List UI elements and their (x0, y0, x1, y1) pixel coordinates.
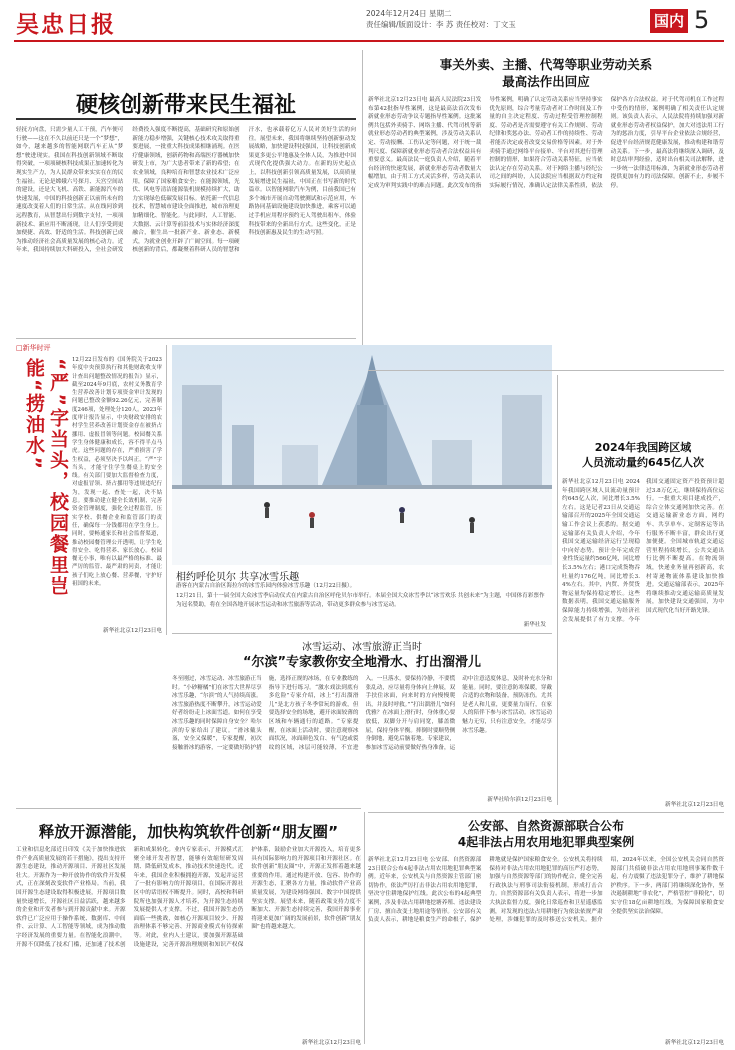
software-article-title: 释放开源潜能，加快构筑软件创新“朋友圈” (38, 823, 339, 841)
labor-title-line2: 最高法作出回应 (502, 74, 590, 89)
ice-title-line2: “尔滨”专家教你安全地滑水、打出溜滑儿 (242, 655, 482, 670)
page-number: 5 (694, 6, 710, 34)
main-article-title: 硬核创新带来民生福祉 (75, 93, 296, 118)
ice-park-illustration (172, 345, 552, 565)
labor-article-body: 新华社北京12月23日电 最高人民法院23日发布第42批指导性案例，这是最高法首次发布新就业形态劳动争议专题指导性案例。这批案例共包括外卖骑手、网络主播、代驾司机等新就业形态劳动者的典型案例，涉及劳动关系认定、劳动报酬、工伤认定等问题，对于统一裁判尺度、保障新就业形态劳动者合法权益具有重要意义。最高法民一庭负责人介绍，随着平台经济的快速发展，新就业形态劳动者数量大幅增加，由于用工方式灵活多样，劳动关系认定成为审判实践中的难点问题。此次发布的指导性案例，明确了认定劳动关系应当坚持事实优先原则，综合考量劳动者对工作时间及工作量的自主决定程度、劳动过程受管理控制程度、劳动者是否需要遵守有关工作规则、劳动纪律和奖惩办法、劳动者工作的持续性、劳动者能否决定或者改变交易价格等因素。对于外卖骑手通过网络平台接单、平台对其进行管理控制的情形，如果符合劳动关系特征，应当依法认定存在劳动关系。对于网络主播与经纪公司之间的纠纷，人民法院应当根据双方约定和实际履行情况，准确认定法律关系性质，依法保护各方合法权益。对于代驾司机在工作过程中受伤的情形，案例明确了相关责任认定规则。该负责人表示，人民法院将持续加强对新就业形态劳动者权益保护，加大对违法用工行为的惩治力度，引导平台企业依法合规经营，促进平台经济规范健康发展，推动构建和谐劳动关系。下一步，最高法将继续深入调研，及时总结审判经验，适时出台相关司法解释，进一步统一法律适用标准，为新就业形态劳动者提供更加有力的司法保障。创新不止，步履不停。 (368, 97, 724, 189)
section-divider (16, 808, 361, 809)
column-divider (364, 812, 365, 1044)
column-divider (166, 345, 167, 635)
photo-caption-title: 相约呼伦贝尔 共享冰雪乐趣 (176, 572, 300, 583)
flow-article-title (562, 440, 724, 470)
flow-title-line2: 人员流动量约645亿人次 (582, 456, 704, 469)
ice-title-line1: 冰雪运动、冰雪旅游正当时 (302, 642, 422, 653)
labor-article-title (368, 56, 724, 90)
software-article-body: 工业和信息化部近日印发《关于加快推进软件产业高质量发展的若干措施》，提出支持开源生态建设，推动开源项目、开源社区发展壮大。开源作为一种开放协作的软件开发模式，正在深刻改变软件产业格局。当前，我国开源生态建设取得积极进展，开源项目数量快速增长，开源社区日益活跃，越来越多的企业和开发者参与到开源贡献中来。开源软件已广泛应用于操作系统、数据库、中间件、云计算、人工智能等领域，成为推动数字经济发展的重要力量。在智能化浪潮中，开源不仅降低了技术门槛，还加速了技术创新和成果转化。业内专家表示，开源模式汇聚全球开发者智慧，能够有效缩短研发周期、降低研发成本，推动技术快速迭代。近年来，我国企业积极拥抱开源，发起并运营了一批有影响力的开源项目，在国际开源社区中的话语权不断提升。同时，高校和科研院所也加强开源人才培养，为开源生态持续发展提供人才支撑。不过，我国开源生态仍面临一些挑战，如核心开源项目较少、开源治理体系不够完善、开源商业模式有待探索等。对此，业内人士建议，要加强开源基础设施建设，完善开源治理规则和知识产权保护体系，鼓励企业加大开源投入，培育更多具有国际影响力的开源项目和开源社区。在软件创新“朋友圈”中，开源正发挥着越来越重要的作用。通过构建开放、包容、协作的开源生态，汇聚各方力量，推动软件产业高质量发展，为建设网络强国、数字中国提供坚实支撑。展望未来，随着政策支持力度不断加大、开源生态持续完善，我国开源事业将迎来更加广阔的发展前景，软件创新“朋友圈”也将越来越大。 (16, 847, 361, 948)
main-article-body: 轻抚方向盘，只需少量人工干预，汽车便可行驶——这在不久以前还只是一个“梦想”，如今，越来越多的智能网联汽车正从“梦想”驶进现实。我国在科技创新领域不断取得突破，一项项硬核科技成果正加速转化为现实生产力，为人民群众带来实实在在的民生福祉。无论是嫦娥六号探月、天宫空间站的建设，还是大飞机、高铁、新能源汽车的快速发展，中国的科技创新正以前所未有的速度改变着人们的日常生活。从在线问诊到远程教育，从智慧出行到数字支付，一项项新技术、新应用不断涌现，让人们享受到更加便捷、高效、舒适的生活。科技创新已成为推动经济社会高质量发展的核心动力。近年来，我国持续加大科研投入，全社会研发经费投入强度不断提高，基础研究和原始创新能力稳步增强，关键核心技术攻关取得重要进展，一批重大科技成果相继涌现。在医疗健康领域，创新药物和高端医疗器械加快研发上市，为广大患者带来了新的希望；在农业领域，良种培育和智慧农业技术广泛应用，保障了国家粮食安全；在能源领域，光伏、风电等清洁能源装机规模持续扩大，助力实现绿色低碳发展目标。依托新一代信息技术，智慧城市建设全面推进，城市治理更加精细化、智能化。与此同时，人工智能、大数据、云计算等前沿技术与实体经济深度融合，催生出一批新产业、新业态、新模式，为就业创业开辟了广阔空间。每一项硬核创新的背后，都凝聚着科研人员的智慧和汗水，也承载着亿万人民对美好生活的向往。展望未来，我国将继续坚持创新驱动发展战略，加快建设科技强国，让科技创新成果更多更公平地惠及全体人民，为推进中国式现代化提供强大动力。在新的历史起点上，以科技创新引领高质量发展，以高质量发展增进民生福祉，中国正在书写新的时代篇章。以智能网联汽车为例，目前我国已有多个城市开展自动驾驶测试和示范应用，车路协同基础设施建设加快推进，乘客可以通过手机应用程序预约无人驾驶出租车，体验科技带来的全新出行方式。这些变化，正是科技创新惠及民生的生动写照。 (16, 127, 356, 254)
photo-credit: 新华社发 (523, 622, 546, 628)
labor-title-line1: 事关外卖、主播、代驾等职业劳动关系 (439, 57, 653, 72)
section-divider (368, 370, 724, 371)
header-info (366, 8, 636, 30)
ice-article-body: 冬至刚过，冰雪运动、冰雪旅游正当时。“小砂糖橘”们在冰雪大世界尽享冰雪乐趣，“尔滨”的人气持续高涨。冰雪旅游热度不断攀升，冰雪运动爱好者纷纷走上冰面雪道。如何在享受冰雪乐趣的同时保障自身安全？哈尔滨的专家给出了建议。“滑冰戴头盔，安全又保暖”，专家提醒，初次接触滑冰的游客，一定要做好防护措施，选择正规的冰场，在专业教练的指导下进行练习。“激水戏法到底有多危险”专家介绍，冰上“打出溜滑儿”是北方孩子冬季常玩的游戏，但要选择安全的场地，避开冰面较薄的区域和车辆通行的道路。“专家提醒，在冰面上活动时，要注意观察冰面状况，冰面颜色发白、有气泡或裂纹的区域，冰层可能较薄，不宜进入。一旦落水，要保持冷静，不要慌张乱动，应尽量将身体向上伸展，双手扶住冰面，向来时的方向慢慢爬出，并及时呼救。”“打出溜滑儿”如何优雅？在冰面上滑行时，身体重心要放低，双脚分开与肩同宽，膝盖微屈，保持身体平衡。摔倒时要顺势侧身倒地，避免后脑着地。专家建议，参加冰雪运动前要做好热身准备，运动中注意适度休息，及时补充水分和能量。同时，要注意防寒保暖，穿戴合适的衣物和装备，预防冻伤。尤其是老人和儿童，更要量力而行，在家人的陪伴下参与冰雪活动。冰雪运动魅力无穷，只有注意安全，才能尽享冰雪乐趣。 (172, 676, 552, 751)
editor-credits: 责任编辑/版面设计：李 苏 责任校对：丁文玉 (366, 20, 516, 29)
ice-article-title (172, 640, 552, 670)
flow-title-line1: 2024年我国跨区域 (594, 441, 692, 454)
commentary-title: “严”字当头，校园餐里岂能“捞油水” (23, 358, 69, 597)
photo-caption-body: 12月21日，第十一届全国大众冰雪季启动仪式在内蒙古自治区呼伦贝尔市举行。本届全国大众冰雪季以“冰雪欢乐 共创未来”为主题，中国体育彩票作为冠名赞助，将在全国各地开展冰雪运动和冰雪旅游等活动，带动更多群众参与冰雪运动。 (176, 593, 545, 608)
section-divider (16, 338, 356, 339)
gov-title-line1: 公安部、自然资源部联合公布 (467, 819, 624, 833)
header-rule (14, 40, 724, 42)
software-article-credit: 新华社北京12月23日电 (302, 1040, 361, 1046)
gov-title-line2: 4起非法占用农用地犯罪典型案例 (457, 835, 635, 849)
newspaper-masthead: 吴忠日报 (16, 11, 116, 38)
ice-park-photo (172, 345, 552, 565)
commentary-credit: 新华社北京12月23日电 (103, 628, 162, 634)
column-divider (557, 375, 558, 805)
section-divider (172, 633, 552, 634)
commentary-body: 12月22日发布的《国务院关于2023年度中央预算执行和其他财政收支审计查出问题整改情况的报告》显示，截至2024年9月底，农村义务教育学生营养改善计划专项资金审计发现的问题已整改金额92.26亿元，完善制度246项，处理处分120人。2023年度审计报告显示，中央财政安排的农村学生营养改善计划资金存在被挤占挪用、虚报冒领等问题。校园餐关系学生身体健康和成长，容不得半点马虎。这些问题的存在，严重损害了学生权益，必须坚决予以纠正。“严”字当头，才能守住学生餐桌上的安全线。有关部门要加大监督检查力度，对虚报冒领、挤占挪用等违规违纪行为，发现一起、查处一起，决不姑息。要推动建立健全长效机制，完善资金管理制度，强化全过程监管，压实学校、供餐企业和监管部门的责任，确保每一分钱都用在学生身上。同时，要畅通家长和社会监督渠道，推动校园餐管理公开透明，让学生吃得安全、吃得营养、家长放心。校园餐无小事，唯有以最严格的标准、最严厉的监管、最严肃的问责，才能让孩子们吃上放心餐、营养餐，守护好祖国的未来。 (72, 357, 162, 588)
commentary-tag: □新华时评 (16, 344, 51, 352)
gov-article-credit: 新华社北京12月23日电 (665, 1040, 724, 1046)
flow-article-credit: 新华社北京12月23日电 (665, 802, 724, 808)
section-divider (368, 812, 724, 813)
issue-date: 2024年12月24日 星期二 (366, 9, 452, 18)
flow-article-body: 新华社北京12月23日电 2024年我国跨区域人员流动量预计约645亿人次，同比增长3.5%左右。这是记者23日从交通运输部召开的2025年全国交通运输工作会议上获悉的。据交通运输部有关负责人介绍，今年我国交通运输经济运行呈现稳中向好态势。预计全年完成营业性货运量约566亿吨，同比增长3.5%左右；港口完成货物吞吐量约176亿吨，同比增长3.4%左右。其中，内贸、外贸货物运量均保持稳定增长。这些数据表明，我国交通运输服务保障能力持续增强，为经济社会发展提供了有力支撑。今年我国交通固定资产投资预计超过3.8万亿元，继续保持高位运行。一批重大项目建成投产，综合立体交通网加快完善。在交通运输新业态方面，网约车、共享单车、定制客运等出行服务不断丰富，群众出行更加便捷。全国城市轨道交通运营里程持续增长，公共交通出行比例不断提高。在物流领域，快递业务量再创新高，农村寄递物流体系建设加快推进。交通运输部表示，2025年将继续推动交通运输高质量发展，加快建设交通强国，为中国式现代化当好开路先锋。 (562, 479, 724, 623)
section-badge: 国内 (650, 9, 688, 33)
gov-article-title (368, 818, 724, 850)
gov-article-body: 新华社北京12月23日电 公安部、自然资源部23日联合公布4起非法占用农用地犯罪典型案例。近年来，公安机关与自然资源主管部门密切协作，依法严厉打击非法占用农用地犯罪，坚决守住耕地保护红线。此次公布的4起典型案例，涉及非法占用耕地挖塘养殖、违法建设厂房、擅自改变土地用途等情形。公安部有关负责人表示，耕地是粮食生产的命根子，保护耕地就是保护国家粮食安全。公安机关将持续保持对非法占用农用地犯罪的高压严打态势，加强与自然资源等部门的协作配合，健全完善行政执法与刑事司法衔接机制，形成打击合力。自然资源部有关负责人表示，将进一步加大执法监督力度，强化日常巡查和卫星遥感监测，对发现的违法占用耕地行为依法依规严肃处理，涉嫌犯罪的及时移送公安机关。据介绍，2024年以来，全国公安机关会同自然资源部门共侦破非法占用农用地刑事案件数千起，有力震慑了违法犯罪分子，维护了耕地保护秩序。下一步，两部门将继续深化协作，坚决遏制耕地“非农化”，严格管控“非粮化”，切实守住18亿亩耕地红线，为保障国家粮食安全提供坚实法治保障。 (368, 857, 724, 924)
photo-caption-note: 游客在内蒙古自治区海拉尔的冰雪乐园内体验冰雪乐趣（12月22日摄）。 (176, 583, 356, 589)
column-divider (362, 50, 363, 368)
main-title-rule (16, 118, 356, 120)
ice-article-credit: 新华社哈尔滨12月23日电 (487, 797, 552, 803)
